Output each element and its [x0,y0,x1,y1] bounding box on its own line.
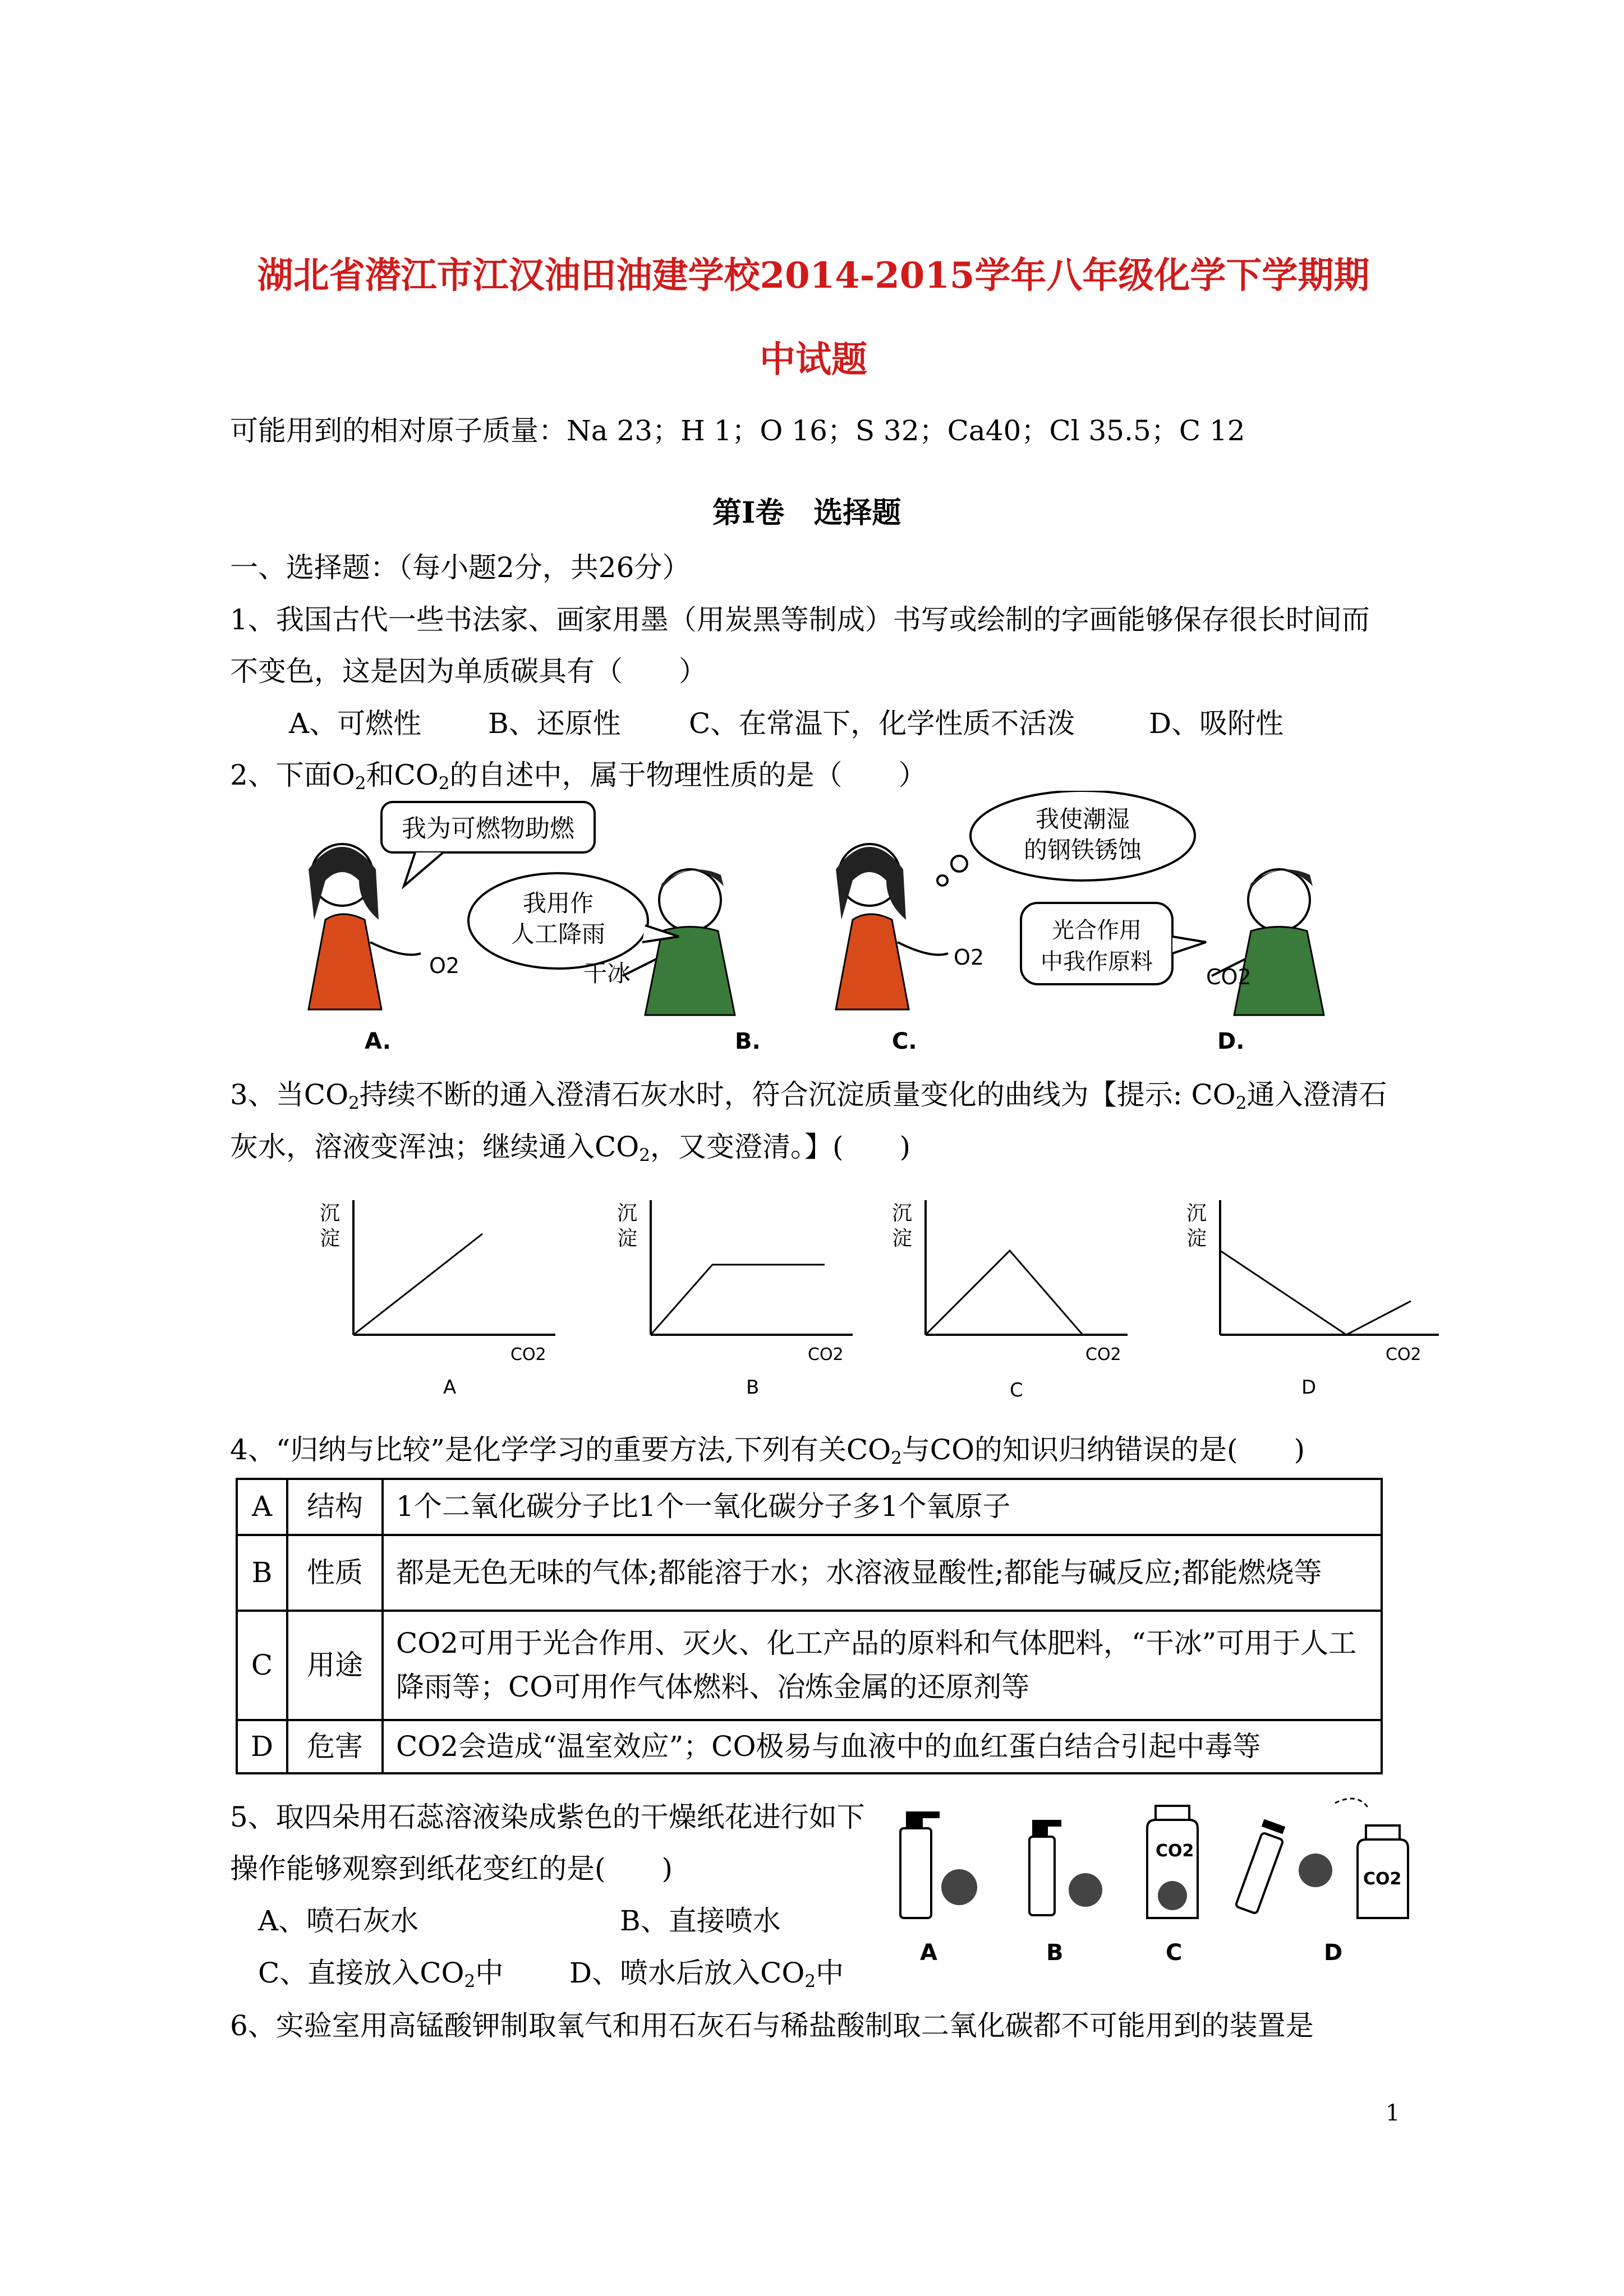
q4-table [236,1478,1383,1774]
q2-option-b: B. [735,1029,761,1054]
q5-figure [892,1786,1453,1983]
svg-text:CO2: CO2 [1085,1345,1121,1364]
q3-stem-line1: 3、当$CO_2$持续不断的通入澄清石灰水时，符合沉淀质量变化的曲线为【提示: $CO_2$通入澄清石 [230,1078,1387,1113]
q1-option-c: C、在常温下，化学性质不活泼 [689,707,1075,740]
svg-text:沉: 沉 [320,1202,341,1225]
thought-bubble-c [970,791,1195,880]
q5-stem-line2: 操作能够观察到纸花变红的是( ) [230,1852,673,1885]
boy-figure-d [1212,869,1324,1015]
svg-text:的钢铁锈蚀: 的钢铁锈蚀 [1023,836,1142,864]
q5-fig-label-c: C [1166,1940,1183,1966]
graph-b [617,1200,853,1399]
q3-graphs [309,1189,1453,1413]
svg-text:淀: 淀 [320,1227,341,1250]
svg-text:CO2: CO2 [1386,1345,1421,1364]
row-category: 性质 [287,1535,383,1611]
girl-figure-a [309,844,421,1009]
graph-a [320,1200,555,1399]
part1-heading: 一、选择题：（每小题2分，共26分） [230,551,691,584]
svg-text:中我作原料: 中我作原料 [1041,949,1153,975]
row-key: C [237,1611,287,1720]
row-key: A [237,1479,287,1535]
svg-text:CO2: CO2 [1363,1869,1402,1889]
graph-a-label: A [443,1376,457,1399]
graph-c-label: C [1010,1379,1023,1401]
svg-text:光合作用: 光合作用 [1052,918,1142,943]
gas-jar-d-icon [1358,1825,1408,1918]
table-row [237,1611,1382,1720]
label-dry-ice: 干冰 [583,960,631,987]
row-key: B [237,1535,287,1611]
svg-text:淀: 淀 [1186,1227,1207,1250]
graph-b-label: B [746,1376,760,1399]
graph-d [1186,1200,1439,1399]
row-category: 结构 [287,1479,383,1535]
q5-option-b: B、直接喷水 [620,1905,781,1937]
bubble-a-text: 我为可燃物助燃 [402,814,574,843]
row-content: CO2可用于光合作用、灭火、化工产品的原料和气体肥料，“干冰”可用于人工降雨等；CO可用作气体燃料、冶炼金属的还原剂等 [383,1611,1382,1720]
table-row [237,1720,1382,1773]
row-category: 危害 [287,1720,383,1773]
row-content: CO2会造成“温室效应”；CO极易与血液中的血红蛋白结合引起中毒等 [383,1720,1382,1773]
svg-text:我用作: 我用作 [522,889,594,917]
label-o2-a: O2 [429,953,460,978]
document-title-line2: 中试题 [760,339,867,381]
section-heading: 第Ⅰ卷 选择题 [712,496,901,530]
q5-option-c: C、直接放入$CO_2$中 [258,1957,504,1991]
gas-jar-c-icon [1147,1806,1198,1918]
spray-bottle-d-icon [1235,1799,1369,1914]
q5-fig-label-a: A [920,1940,937,1966]
q1-stem-line2: 不变色，这是因为单质碳具有（ ） [230,655,707,688]
svg-text:CO2: CO2 [808,1345,844,1364]
svg-text:人工降雨: 人工降雨 [510,920,606,948]
page-number: 1 [1386,2100,1400,2126]
svg-text:沉: 沉 [617,1202,638,1225]
q2-stem: 2、下面$O_2$和$CO_2$的自述中，属于物理性质的是（ ） [230,759,927,794]
table-row [237,1479,1382,1535]
q5-stem-line1: 5、取四朵用石蕊溶液染成紫色的干燥纸花进行如下 [230,1801,865,1833]
svg-text:淀: 淀 [617,1227,638,1250]
svg-text:沉: 沉 [1186,1202,1207,1225]
label-co2-d: CO2 [1206,965,1252,989]
svg-text:沉: 沉 [892,1202,913,1225]
label-o2-c: O2 [954,945,984,970]
svg-text:CO2: CO2 [1156,1841,1194,1861]
q4-stem: 4、“归纳与比较”是化学学习的重要方法,下列有关$CO_2$与CO的知识归纳错误的是( ) [230,1433,1305,1468]
spray-bottle-b-icon [1029,1820,1102,1915]
q5-fig-label-d: D [1324,1940,1343,1966]
q2-figure [275,791,1374,1060]
graph-d-label: D [1301,1376,1317,1399]
spray-bottle-a-icon [900,1811,977,1918]
q2-option-a: A. [365,1029,391,1054]
row-key: D [237,1720,287,1773]
q2-option-d: D. [1217,1029,1245,1054]
svg-text:淀: 淀 [892,1227,913,1250]
row-category: 用途 [287,1611,383,1720]
q2-option-c: C. [892,1029,917,1054]
q1-stem-line1: 1、我国古代一些书法家、画家用墨（用炭黑等制成）书写或绘制的字画能够保存很长时间而 [230,603,1370,636]
q1-option-d: D、吸附性 [1149,707,1284,740]
row-content: 1个二氧化碳分子比1个一氧化碳分子多1个氧原子 [383,1479,1382,1535]
graph-c [892,1200,1128,1401]
table-row [237,1535,1382,1611]
q5-option-d: D、喷水后放入$CO_2$中 [569,1957,844,1991]
atomic-masses: 可能用到的相对原子质量：Na 23；H 1；O 16；S 32；Ca40；Cl 35.5；C 12 [230,414,1245,447]
girl-figure-c [836,844,948,1009]
q6-stem-line1: 6、实验室用高锰酸钾制取氧气和用石灰石与稀盐酸制取二氧化碳都不可能用到的装置是 [230,2009,1314,2042]
svg-text:我使潮湿: 我使潮湿 [1035,805,1130,833]
q1-option-b: B、还原性 [488,707,621,740]
svg-text:CO2: CO2 [510,1345,546,1364]
row-content: 都是无色无味的气体;都能溶于水；水溶液显酸性;都能与碱反应;都能燃烧等 [383,1535,1382,1611]
q3-stem-line2: 灰水，溶液变浑浊；继续通入$CO_2$，又变澄清。】( ) [230,1131,910,1165]
q5-option-a: A、喷石灰水 [258,1905,419,1937]
q1-option-a: A、可燃性 [289,707,422,740]
q5-fig-label-b: B [1046,1940,1064,1966]
document-title-line1: 湖北省潜江市江汉油田油建学校2014-2015学年八年级化学下学期期 [257,255,1370,297]
